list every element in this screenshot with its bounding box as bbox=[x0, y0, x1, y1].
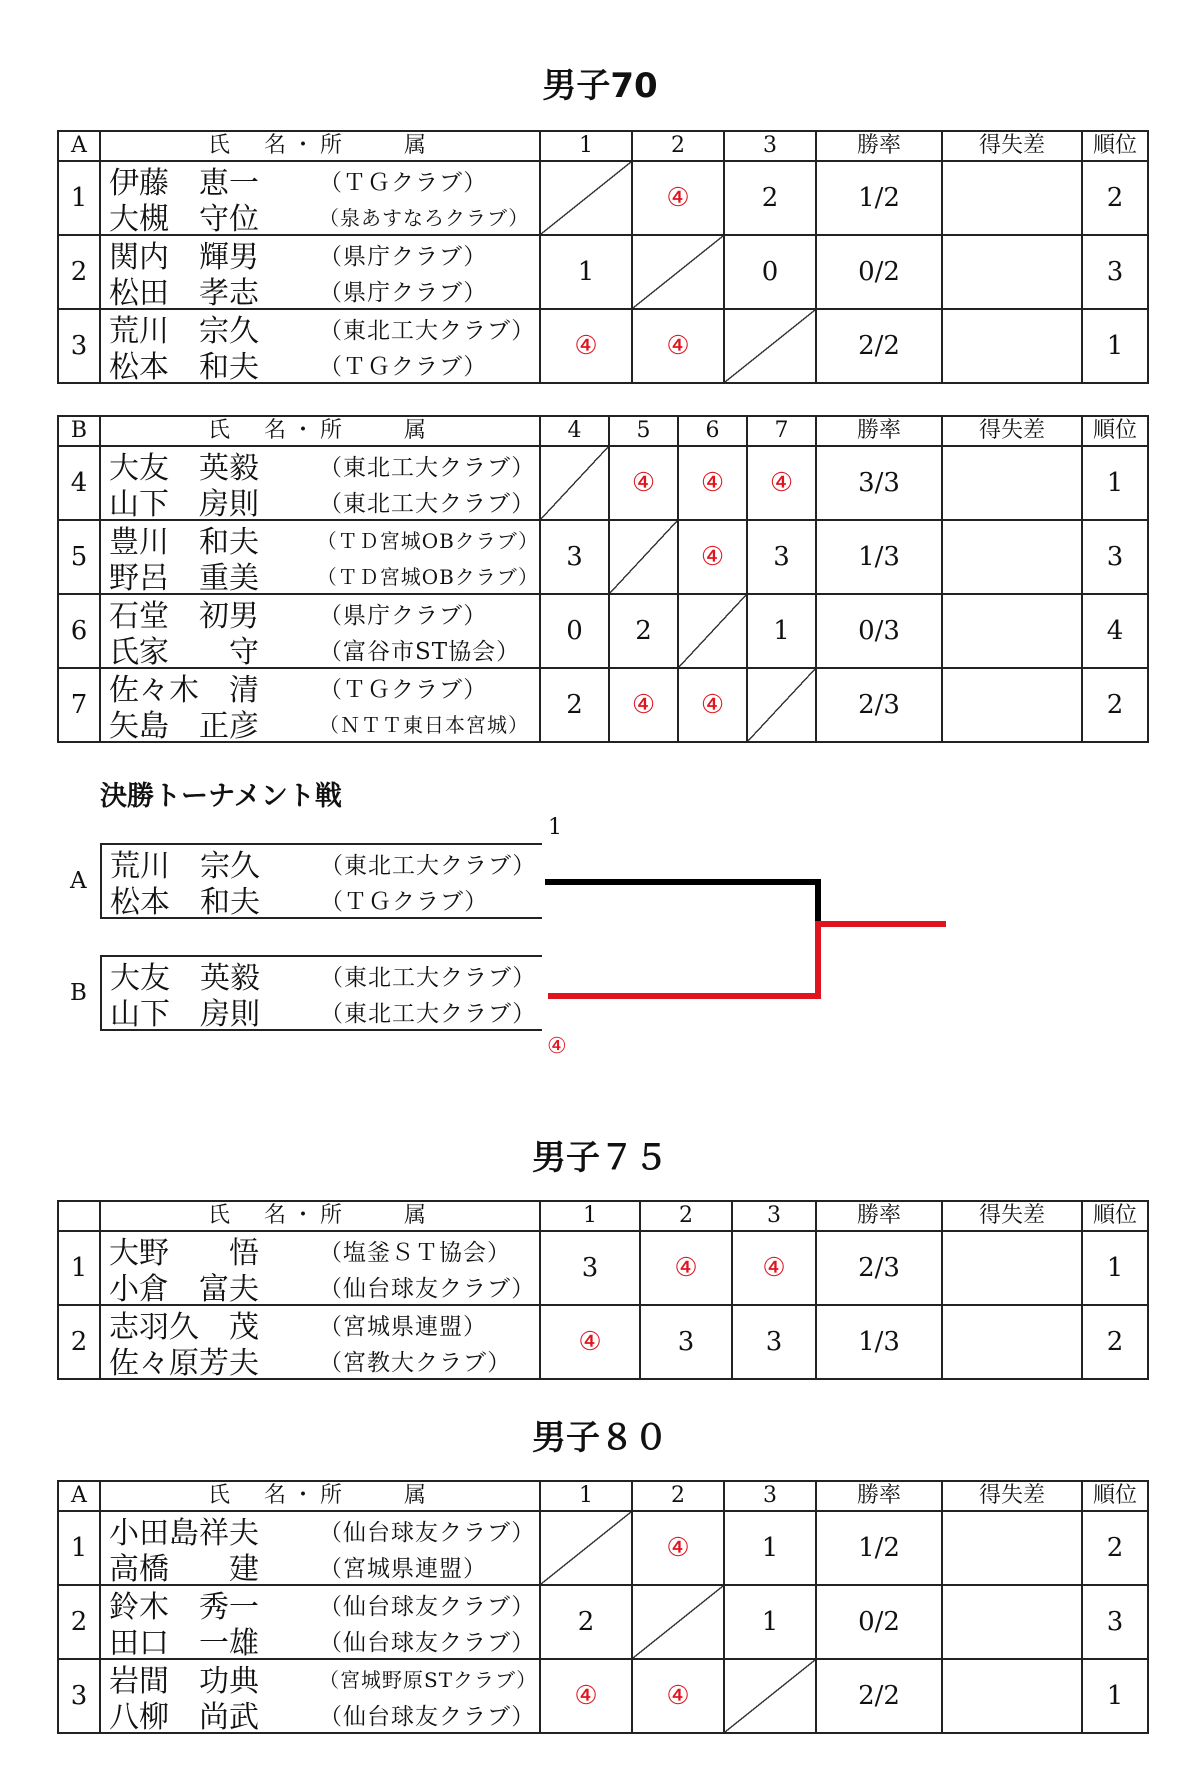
rate-cell: 1/3 bbox=[816, 1305, 942, 1379]
score-cell: ④ bbox=[540, 1305, 640, 1379]
player-name: 田口 一雄 bbox=[109, 1626, 259, 1661]
score-cell: 2 bbox=[609, 594, 678, 668]
player-name: 荒川 宗久 bbox=[110, 849, 260, 884]
header-col: 1 bbox=[540, 1201, 640, 1231]
score-cell: ④ bbox=[609, 446, 678, 520]
player-club: （東北工大クラブ） bbox=[320, 964, 537, 991]
table-row bbox=[58, 1231, 1148, 1305]
row-number: 3 bbox=[58, 309, 100, 383]
group-label bbox=[58, 1201, 100, 1231]
self-cell bbox=[540, 1511, 632, 1585]
row-number: 6 bbox=[58, 594, 100, 668]
bracket-line-a bbox=[545, 882, 818, 924]
player-name: 荒川 宗久 bbox=[109, 314, 259, 349]
header-col: 4 bbox=[540, 416, 609, 446]
score-cell: ④ bbox=[678, 668, 747, 742]
score-cell: ④ bbox=[540, 309, 632, 383]
rank-cell: 3 bbox=[1082, 1585, 1148, 1659]
score-cell: 2 bbox=[540, 668, 609, 742]
player-name: 高橋 建 bbox=[109, 1552, 259, 1587]
table-row bbox=[58, 1585, 1148, 1659]
final-tournament-heading: 決勝トーナメント戦 bbox=[100, 781, 342, 812]
player-name: 大友 英毅 bbox=[110, 961, 260, 996]
diff-cell bbox=[942, 1585, 1082, 1659]
player-club: （泉あすなろクラブ） bbox=[319, 205, 530, 230]
score-cell: 3 bbox=[540, 1231, 640, 1305]
player-club: （宮城野原STクラブ） bbox=[319, 1667, 538, 1692]
rank-cell: 2 bbox=[1082, 1305, 1148, 1379]
rank-cell: 2 bbox=[1082, 161, 1148, 235]
title-m70: 男子70 bbox=[542, 66, 658, 106]
player-name: 松本 和夫 bbox=[109, 350, 259, 385]
player-name: 石堂 初男 bbox=[109, 599, 259, 634]
player-name: 佐々原芳夫 bbox=[109, 1346, 259, 1381]
player-club: （仙台球友クラブ） bbox=[319, 1519, 536, 1546]
row-number: 4 bbox=[58, 446, 100, 520]
row-number: 1 bbox=[58, 161, 100, 235]
player-club: （ＴＧクラブ） bbox=[320, 888, 489, 915]
rate-cell: 0/2 bbox=[816, 1585, 942, 1659]
header-col: 3 bbox=[732, 1201, 816, 1231]
player-name: 小倉 富夫 bbox=[109, 1272, 259, 1307]
final-score-bottom: ④ bbox=[547, 1034, 567, 1059]
player-name: 八柳 尚武 bbox=[109, 1700, 259, 1735]
group-label: B bbox=[58, 416, 100, 446]
rate-cell: 2/2 bbox=[816, 309, 942, 383]
row-number: 7 bbox=[58, 668, 100, 742]
diff-cell bbox=[942, 1231, 1082, 1305]
header-col: 7 bbox=[747, 416, 816, 446]
header-col: 6 bbox=[678, 416, 747, 446]
score-cell: 1 bbox=[540, 235, 632, 309]
header-col: 3 bbox=[724, 1481, 816, 1511]
header-rate: 勝率 bbox=[816, 416, 942, 446]
table-row bbox=[58, 1659, 1148, 1733]
header-rate: 勝率 bbox=[816, 1201, 942, 1231]
rate-cell: 2/3 bbox=[816, 1231, 942, 1305]
score-cell: ④ bbox=[632, 309, 724, 383]
score-cell: 3 bbox=[732, 1305, 816, 1379]
row-number: 1 bbox=[58, 1511, 100, 1585]
player-club: （東北工大クラブ） bbox=[319, 317, 536, 344]
header-rank: 順位 bbox=[1082, 131, 1148, 161]
header-col: 2 bbox=[632, 131, 724, 161]
score-cell: ④ bbox=[609, 668, 678, 742]
player-name: 関内 輝男 bbox=[109, 240, 259, 275]
score-cell: 2 bbox=[724, 161, 816, 235]
rate-cell: 0/2 bbox=[816, 235, 942, 309]
header-diff: 得失差 bbox=[942, 416, 1082, 446]
header-diff: 得失差 bbox=[942, 131, 1082, 161]
m75-table bbox=[57, 1200, 1149, 1380]
player-club: （宮城県連盟） bbox=[319, 1313, 487, 1340]
score-cell: 0 bbox=[540, 594, 609, 668]
score-cell: 3 bbox=[747, 520, 816, 594]
player-club: （県庁クラブ） bbox=[319, 279, 488, 306]
header-rate: 勝率 bbox=[816, 131, 942, 161]
header-rank: 順位 bbox=[1082, 416, 1148, 446]
player-name: 大野 悟 bbox=[109, 1236, 259, 1271]
player-name: 大友 英毅 bbox=[109, 451, 259, 486]
group-label: A bbox=[58, 1481, 100, 1511]
score-cell: ④ bbox=[632, 1659, 724, 1733]
score-cell: 1 bbox=[724, 1585, 816, 1659]
player-club: （県庁クラブ） bbox=[319, 243, 488, 270]
player-club: （ＴＧクラブ） bbox=[319, 169, 488, 196]
player-club: （東北工大クラブ） bbox=[319, 454, 536, 481]
rank-cell: 1 bbox=[1082, 1231, 1148, 1305]
final-b-label: B bbox=[70, 980, 87, 1006]
diff-cell bbox=[942, 1659, 1082, 1733]
score-cell: 1 bbox=[724, 1511, 816, 1585]
player-club: （仙台球友クラブ） bbox=[319, 1703, 536, 1730]
player-name: 豊川 和夫 bbox=[109, 525, 259, 560]
final-score-top: 1 bbox=[548, 815, 562, 840]
row-number: 2 bbox=[58, 235, 100, 309]
row-number: 3 bbox=[58, 1659, 100, 1733]
header-name: 氏 名・所 属 bbox=[100, 416, 540, 446]
score-cell: ④ bbox=[678, 446, 747, 520]
player-name: 矢島 正彦 bbox=[109, 709, 259, 744]
player-name: 氏家 守 bbox=[109, 635, 259, 670]
player-club: （富谷市ST協会） bbox=[319, 638, 521, 665]
rank-cell: 3 bbox=[1082, 520, 1148, 594]
rank-cell: 1 bbox=[1082, 1659, 1148, 1733]
header-name: 氏 名・所 属 bbox=[100, 1201, 540, 1231]
header-name: 氏 名・所 属 bbox=[100, 1481, 540, 1511]
player-name: 伊藤 恵一 bbox=[109, 166, 259, 201]
score-cell: ④ bbox=[732, 1231, 816, 1305]
rank-cell: 2 bbox=[1082, 668, 1148, 742]
rate-cell: 1/3 bbox=[816, 520, 942, 594]
score-cell: 3 bbox=[640, 1305, 732, 1379]
player-name: 山下 房則 bbox=[110, 997, 260, 1032]
title-m80: 男子８０ bbox=[532, 1418, 668, 1458]
table-row bbox=[58, 1305, 1148, 1379]
score-cell: ④ bbox=[540, 1659, 632, 1733]
rank-cell: 2 bbox=[1082, 1511, 1148, 1585]
header-diff: 得失差 bbox=[942, 1201, 1082, 1231]
player-club: （塩釜ＳＴ協会） bbox=[319, 1239, 511, 1266]
score-cell: 2 bbox=[540, 1585, 632, 1659]
score-cell: 1 bbox=[747, 594, 816, 668]
score-cell: ④ bbox=[632, 161, 724, 235]
table-row bbox=[58, 1511, 1148, 1585]
diff-cell bbox=[942, 1511, 1082, 1585]
player-club: （東北工大クラブ） bbox=[320, 852, 537, 879]
score-cell: ④ bbox=[640, 1231, 732, 1305]
player-club: （仙台球友クラブ） bbox=[319, 1593, 536, 1620]
player-club: （県庁クラブ） bbox=[319, 602, 488, 629]
player-club: （ＴＤ宮城OBクラブ） bbox=[316, 564, 539, 589]
header-name: 氏 名・所 属 bbox=[100, 131, 540, 161]
player-club: （ＴＧクラブ） bbox=[319, 353, 488, 380]
header-col: 2 bbox=[640, 1201, 732, 1231]
player-club: （仙台球友クラブ） bbox=[319, 1275, 536, 1302]
player-club: （ＴＤ宮城OBクラブ） bbox=[316, 528, 539, 553]
rate-cell: 0/3 bbox=[816, 594, 942, 668]
m80-table bbox=[57, 1480, 1149, 1734]
row-number: 2 bbox=[58, 1585, 100, 1659]
score-cell: ④ bbox=[678, 520, 747, 594]
player-club: （ＮＴＴ東日本宮城） bbox=[319, 712, 529, 737]
group-label: A bbox=[58, 131, 100, 161]
header-col: 2 bbox=[632, 1481, 724, 1511]
self-cell bbox=[724, 1659, 816, 1733]
player-name: 松本 和夫 bbox=[110, 885, 260, 920]
player-name: 鈴木 秀一 bbox=[109, 1590, 259, 1625]
self-cell bbox=[632, 1585, 724, 1659]
player-club: （仙台球友クラブ） bbox=[319, 1629, 536, 1656]
header-diff: 得失差 bbox=[942, 1481, 1082, 1511]
rate-cell: 2/3 bbox=[816, 668, 942, 742]
header-col: 5 bbox=[609, 416, 678, 446]
rank-cell: 1 bbox=[1082, 446, 1148, 520]
header-rank: 順位 bbox=[1082, 1481, 1148, 1511]
player-club: （東北工大クラブ） bbox=[320, 1000, 537, 1027]
player-name: 志羽久 茂 bbox=[109, 1310, 259, 1345]
row-number: 5 bbox=[58, 520, 100, 594]
rank-cell: 3 bbox=[1082, 235, 1148, 309]
row-number: 2 bbox=[58, 1305, 100, 1379]
header-col: 3 bbox=[724, 131, 816, 161]
rank-cell: 1 bbox=[1082, 309, 1148, 383]
rate-cell: 1/2 bbox=[816, 161, 942, 235]
rank-cell: 4 bbox=[1082, 594, 1148, 668]
player-name: 岩間 功典 bbox=[109, 1664, 259, 1699]
score-cell: ④ bbox=[747, 446, 816, 520]
rate-cell: 1/2 bbox=[816, 1511, 942, 1585]
player-name: 松田 孝志 bbox=[109, 276, 259, 311]
rate-cell: 2/2 bbox=[816, 1659, 942, 1733]
row-number: 1 bbox=[58, 1231, 100, 1305]
header-col: 1 bbox=[540, 131, 632, 161]
score-cell: 0 bbox=[724, 235, 816, 309]
diff-cell bbox=[942, 1305, 1082, 1379]
player-club: （宮城県連盟） bbox=[319, 1555, 487, 1582]
bracket-line-b bbox=[548, 924, 946, 996]
player-club: （ＴＧクラブ） bbox=[319, 676, 488, 703]
player-name: 大槻 守位 bbox=[109, 202, 259, 237]
score-cell: ④ bbox=[632, 1511, 724, 1585]
player-club: （東北工大クラブ） bbox=[319, 490, 536, 517]
header-rank: 順位 bbox=[1082, 1201, 1148, 1231]
header-col: 1 bbox=[540, 1481, 632, 1511]
final-a-label: A bbox=[70, 868, 87, 894]
player-name: 野呂 重美 bbox=[109, 561, 259, 596]
header-rate: 勝率 bbox=[816, 1481, 942, 1511]
player-name: 佐々木 清 bbox=[109, 673, 259, 708]
player-name: 山下 房則 bbox=[109, 487, 259, 522]
player-club: （宮教大クラブ） bbox=[319, 1349, 512, 1376]
rate-cell: 3/3 bbox=[816, 446, 942, 520]
score-cell: 3 bbox=[540, 520, 609, 594]
title-m75: 男子７５ bbox=[532, 1138, 668, 1178]
player-name: 小田島祥夫 bbox=[109, 1516, 259, 1551]
